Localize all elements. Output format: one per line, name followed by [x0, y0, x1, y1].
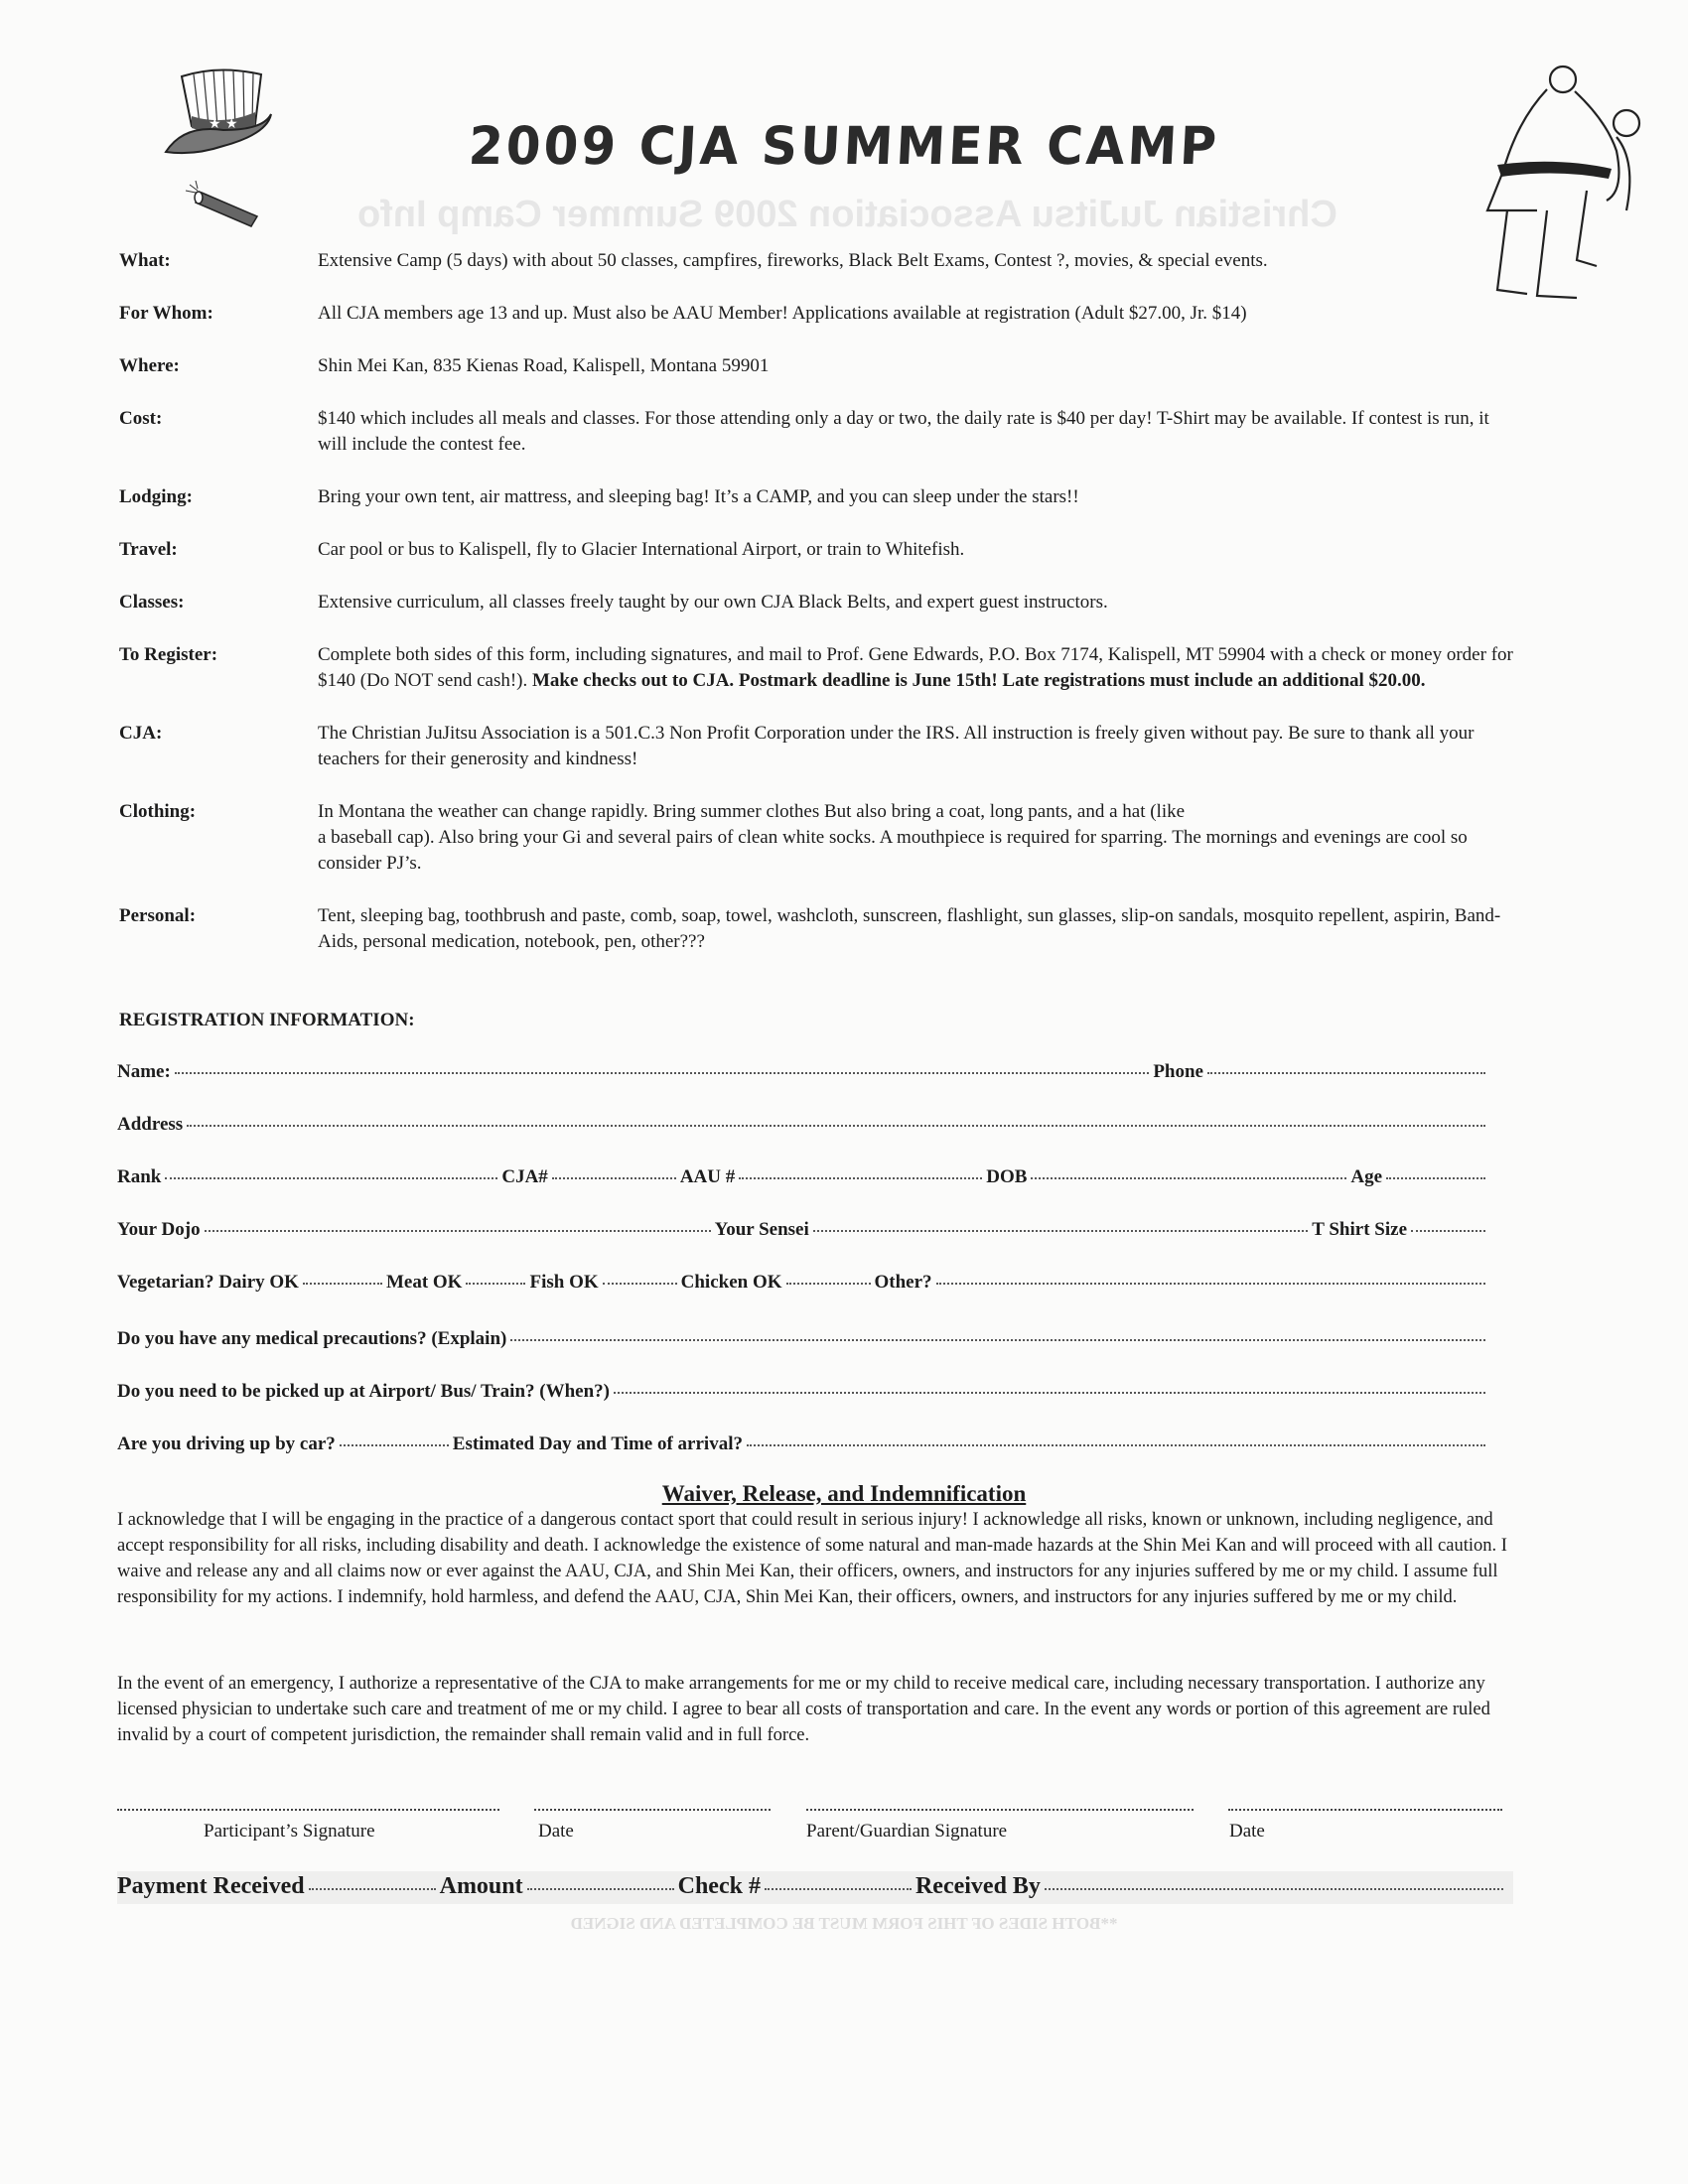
payment-received-field[interactable] — [309, 1888, 436, 1890]
info-value: All CJA members age 13 and up. Must also be AAU Member! Applications available at registration (Adult $27.00, Jr. $14) — [318, 303, 1247, 324]
other-diet-field[interactable] — [936, 1283, 1485, 1285]
pickup-field[interactable] — [614, 1392, 1485, 1394]
dairy-field[interactable] — [303, 1283, 382, 1285]
parent-signature-label: Parent/Guardian Signature — [806, 1821, 1008, 1842]
clothing-line-1: In Montana the weather can change rapidly. Bring summer clothes But also bring a coat, long pants, and a hat (like — [318, 801, 1186, 822]
phone-label: Phone — [1153, 1061, 1203, 1082]
participant-signature-field[interactable] — [117, 1809, 499, 1811]
info-value: Bring your own tent, air mattress, and sleeping bag! It’s a CAMP, and you can sleep under the stars!! — [318, 486, 1079, 507]
meat-label: Meat OK — [385, 1272, 463, 1293]
participant-date-field[interactable] — [534, 1809, 771, 1811]
parent-signature-field[interactable] — [806, 1809, 1194, 1811]
address-field[interactable] — [187, 1125, 1485, 1127]
info-row-clothing — [119, 799, 1519, 877]
medical-field[interactable] — [510, 1339, 1485, 1341]
camp-info-section — [119, 248, 1519, 955]
participant-signature-label: Participant’s Signature — [204, 1821, 375, 1842]
info-label: CJA: — [119, 723, 163, 744]
rank-row — [117, 1166, 1489, 1188]
info-value: Extensive Camp (5 days) with about 50 classes, campfires, fireworks, Black Belt Exams, Contest ?, movies, & special events. — [318, 250, 1268, 271]
sensei-field[interactable] — [813, 1230, 1309, 1232]
received-by-label: Received By — [914, 1873, 1041, 1899]
amount-label: Amount — [439, 1873, 523, 1899]
info-value: The Christian JuJitsu Association is a 501.C.3 Non Profit Corporation under the IRS. All instruction is freely given without pay. Be sure to thank all your teachers for their generosity and kindness! — [318, 723, 1475, 769]
arrival-label: Estimated Day and Time of arrival? — [452, 1433, 743, 1454]
tshirt-size-field[interactable] — [1411, 1230, 1485, 1232]
waiver-paragraph-1: I acknowledge that I will be engaging in the practice of a dangerous contact sport that could result in serious injury! I acknowledge all risks, known or unknown, including negligence, and accept responsibility for all risks, including disability and death. I acknowledge the existence of some natural and man-made hazards at the Shin Mei Kan and will proceed with all caution. I waive and release any and all claims now or ever against the AAU, CJA, and Shin Mei Kan, their officers, owners, and instructors for any injuries suffered by me or my child. I assume full responsibility for my actions. I indemnify, hold harmless, and defend the AAU, CJA, Shin Mei Kan, their officers, owners, and instructors for any injuries suffered by me or my child. — [117, 1510, 1507, 1607]
register-deadline: Make checks out to CJA. Postmark deadline is June 15th! Late registrations must include an additional $20.00. — [532, 670, 1426, 691]
registration-heading: REGISTRATION INFORMATION: — [119, 1010, 415, 1030]
pickup-label: Do you need to be picked up at Airport/ Bus/ Train? (When?) — [117, 1381, 610, 1402]
info-label: What: — [119, 250, 171, 271]
driving-row — [117, 1433, 1489, 1455]
info-value: Car pool or bus to Kalispell, fly to Glacier International Airport, or train to Whitefish. — [318, 539, 965, 560]
address-row — [117, 1114, 1489, 1136]
info-value: Shin Mei Kan, 835 Kienas Road, Kalispell, Montana 59901 — [318, 355, 770, 376]
aau-number-field[interactable] — [739, 1177, 982, 1179]
chicken-label: Chicken OK — [680, 1272, 782, 1293]
phone-field[interactable] — [1207, 1072, 1485, 1074]
info-label: Travel: — [119, 539, 178, 560]
info-value — [318, 642, 1519, 694]
info-row-travel — [119, 537, 1519, 563]
amount-field[interactable] — [527, 1888, 674, 1890]
page-title: 2009 CJA SUMMER CAMP — [467, 115, 1221, 177]
other-label: Other? — [874, 1272, 932, 1293]
diet-row — [117, 1272, 1489, 1294]
fish-field[interactable] — [603, 1283, 677, 1285]
clothing-line-2: a baseball cap). Also bring your Gi and several pairs of clean white socks. A mouthpiece is required for sparring. The mornings and evenings are cool so consider PJ’s. — [318, 827, 1468, 874]
check-number-field[interactable] — [765, 1888, 912, 1890]
vegetarian-dairy-label: Vegetarian? Dairy OK — [117, 1272, 299, 1293]
info-label: Where: — [119, 355, 180, 376]
name-label: Name: — [117, 1061, 171, 1082]
parent-date-label: Date — [1229, 1821, 1265, 1842]
dojo-field[interactable] — [205, 1230, 711, 1232]
arrival-field[interactable] — [747, 1444, 1485, 1446]
driving-label: Are you driving up by car? — [117, 1433, 336, 1454]
meat-field[interactable] — [466, 1283, 525, 1285]
info-label: Clothing: — [119, 801, 197, 822]
pickup-row — [117, 1381, 1489, 1403]
info-label: Lodging: — [119, 486, 193, 507]
dojo-row — [117, 1219, 1489, 1241]
info-label: For Whom: — [119, 303, 213, 324]
payment-received-label: Payment Received — [117, 1873, 305, 1899]
info-row-personal — [119, 903, 1519, 955]
fish-label: Fish OK — [529, 1272, 599, 1293]
address-label: Address — [117, 1114, 184, 1135]
chicken-field[interactable] — [786, 1283, 871, 1285]
cja-number-label: CJA# — [501, 1166, 548, 1187]
info-row-for-whom — [119, 301, 1519, 327]
info-row-where — [119, 353, 1519, 379]
waiver-paragraph-2: In the event of an emergency, I authorize a representative of the CJA to make arrangements for me or my child to receive medical care, including necessary transportation. I authorize any licensed physician to undertake such care and treatment of me or my child. I agree to bear all costs of transportation and care. In the event any words or portion of this agreement are ruled invalid by a court of competent jurisdiction, the remainder shall remain valid and in full force. — [117, 1674, 1490, 1745]
participant-date-label: Date — [538, 1821, 574, 1842]
waiver-title: Waiver, Release, and Indemnification — [661, 1481, 1027, 1506]
info-value: Tent, sleeping bag, toothbrush and paste, comb, soap, towel, washcloth, sunscreen, flashlight, sun glasses, slip-on sandals, mosquito repellent, aspirin, Band-Aids, personal medication, notebook, pen, other??? — [318, 905, 1501, 952]
info-row-what — [119, 248, 1519, 274]
info-label: Personal: — [119, 905, 197, 926]
info-value: $140 which includes all meals and classes. For those attending only a day or two, the daily rate is $40 per day! T-Shirt may be available. If contest is run, it will include the contest fee. — [318, 408, 1489, 455]
age-field[interactable] — [1386, 1177, 1485, 1179]
svg-text:★ ★: ★ ★ — [209, 116, 238, 132]
dojo-label: Your Dojo — [117, 1219, 201, 1240]
rank-label: Rank — [117, 1166, 162, 1187]
medical-row — [117, 1328, 1489, 1350]
parent-date-field[interactable] — [1228, 1809, 1502, 1811]
info-row-lodging — [119, 484, 1519, 510]
medical-label: Do you have any medical precautions? (Explain) — [117, 1328, 507, 1349]
received-by-field[interactable] — [1045, 1888, 1503, 1890]
info-value — [318, 799, 1519, 877]
driving-field[interactable] — [340, 1444, 449, 1446]
check-number-label: Check # — [677, 1873, 761, 1899]
info-row-cost — [119, 406, 1519, 458]
register-instructions: Complete both sides of this form, including signatures, and mail to Prof. Gene Edwards, P.O. Box 7174, Kalispell, MT 59904 with a check or money order for $140 (Do NOT send cash!). — [318, 644, 1513, 691]
bleed-through-note: **BOTH SIDES OF THIS FORM MUST BE COMPLETED AND SIGNED — [570, 1914, 1118, 1933]
firecracker-icon — [184, 179, 263, 228]
info-label: To Register: — [119, 644, 218, 665]
name-field[interactable] — [175, 1072, 1150, 1074]
rank-field[interactable] — [165, 1177, 497, 1179]
cja-number-field[interactable] — [552, 1177, 676, 1179]
dob-label: DOB — [986, 1166, 1028, 1187]
info-label: Cost: — [119, 408, 163, 429]
tshirt-size-label: T Shirt Size — [1312, 1219, 1407, 1240]
dob-field[interactable] — [1031, 1177, 1346, 1179]
info-row-classes — [119, 590, 1519, 615]
age-label: Age — [1350, 1166, 1382, 1187]
info-value: Extensive curriculum, all classes freely taught by our own CJA Black Belts, and expert guest instructors. — [318, 592, 1108, 613]
info-row-to-register — [119, 642, 1519, 694]
info-label: Classes: — [119, 592, 185, 613]
payment-row — [117, 1871, 1513, 1904]
aau-number-label: AAU # — [679, 1166, 736, 1187]
sensei-label: Your Sensei — [714, 1219, 809, 1240]
name-phone-row — [117, 1061, 1489, 1083]
bleed-through-heading: Christian JuJitsu Association 2009 Summer Camp Info — [357, 194, 1337, 235]
info-row-cja — [119, 721, 1519, 772]
